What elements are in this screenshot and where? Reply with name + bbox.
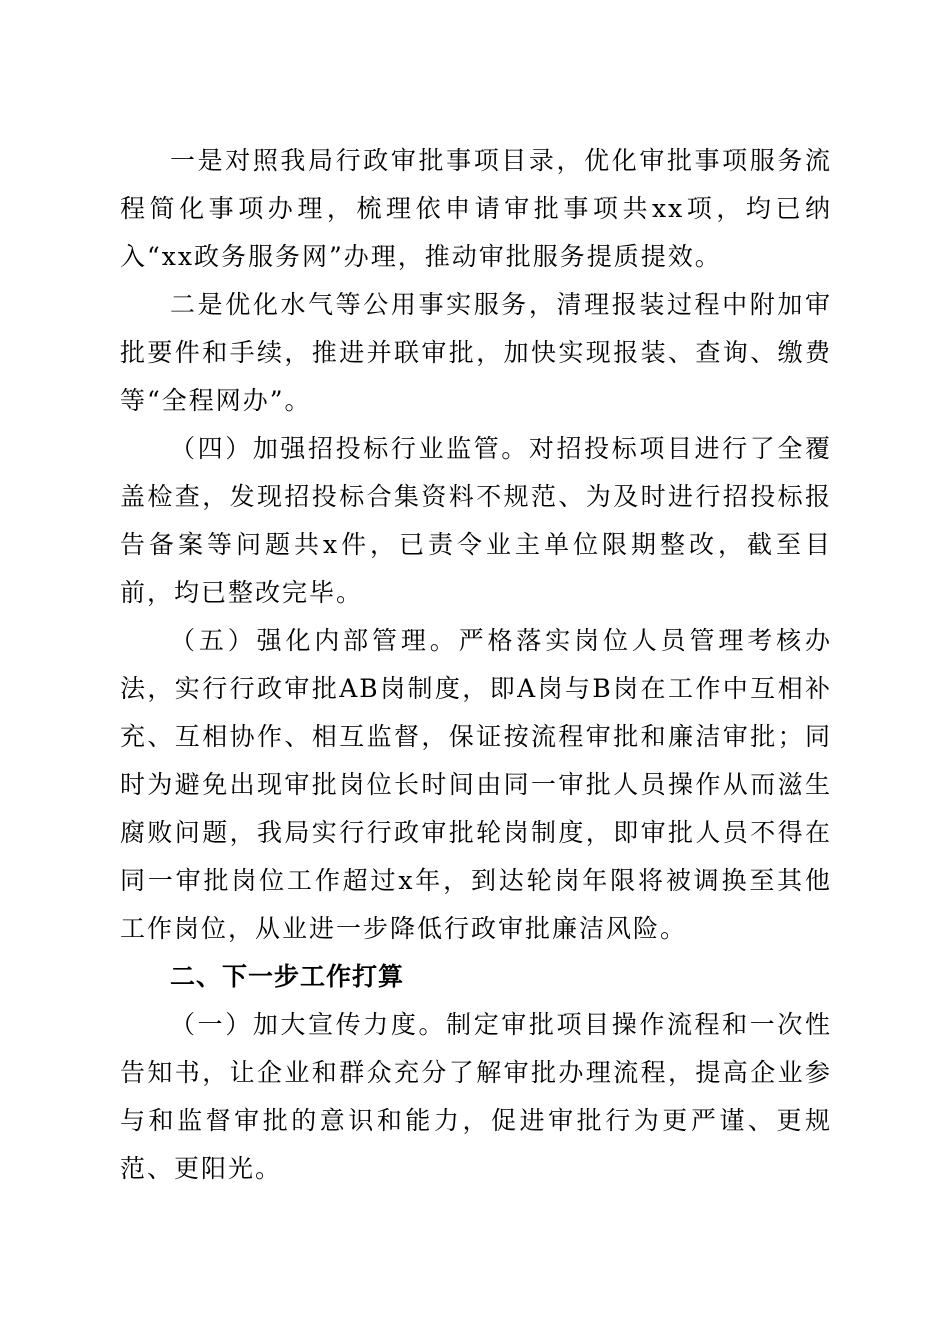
document-body — [120, 137, 832, 1193]
section-heading-next-steps: 二、下一步工作打算 — [170, 962, 405, 991]
paragraph-section-four: （四）加强招投标行业监管。对招投标项目进行了全覆盖检查，发现招投标合集资料不规范、为及时进行招投标报告备案等问题共x件，已责令业主单位限期整改，截至目前，均已整改完毕。 — [120, 434, 832, 607]
paragraph-item-one: 一是对照我局行政审批事项目录，优化审批事项服务流程简化事项办理，梳理依申请审批事项共xx项，均已纳入“xx政务服务网”办理，推动审批服务提质提效。 — [120, 146, 832, 271]
paragraph-item-two: 二是优化水气等公用事实服务，清理报装过程中附加审批要件和手续，推进并联审批，加快实现报装、查询、缴费等“全程网办”。 — [120, 290, 832, 415]
paragraph-section-five: （五）强化内部管理。严格落实岗位人员管理考核办法，实行行政审批AB岗制度，即A岗与B岗在工作中互相补充、互相协作、相互监督，保证按流程审批和廉洁审批；同时为避免出现审批岗位长时间由同一审批人员操作从而滋生腐败问题，我局实行行政审批轮岗制度，即审批人员不得在同一审批岗位工作超过x年，到达轮岗年限将被调换至其他工作岗位，从业进一步降低行政审批廉洁风险。 — [120, 626, 832, 943]
paragraph-next-steps-one: （一）加大宣传力度。制定审批项目操作流程和一次性告知书，让企业和群众充分了解审批办理流程，提高企业参与和监督审批的意识和能力，促进审批行为更严谨、更规范、更阳光。 — [120, 1010, 832, 1183]
